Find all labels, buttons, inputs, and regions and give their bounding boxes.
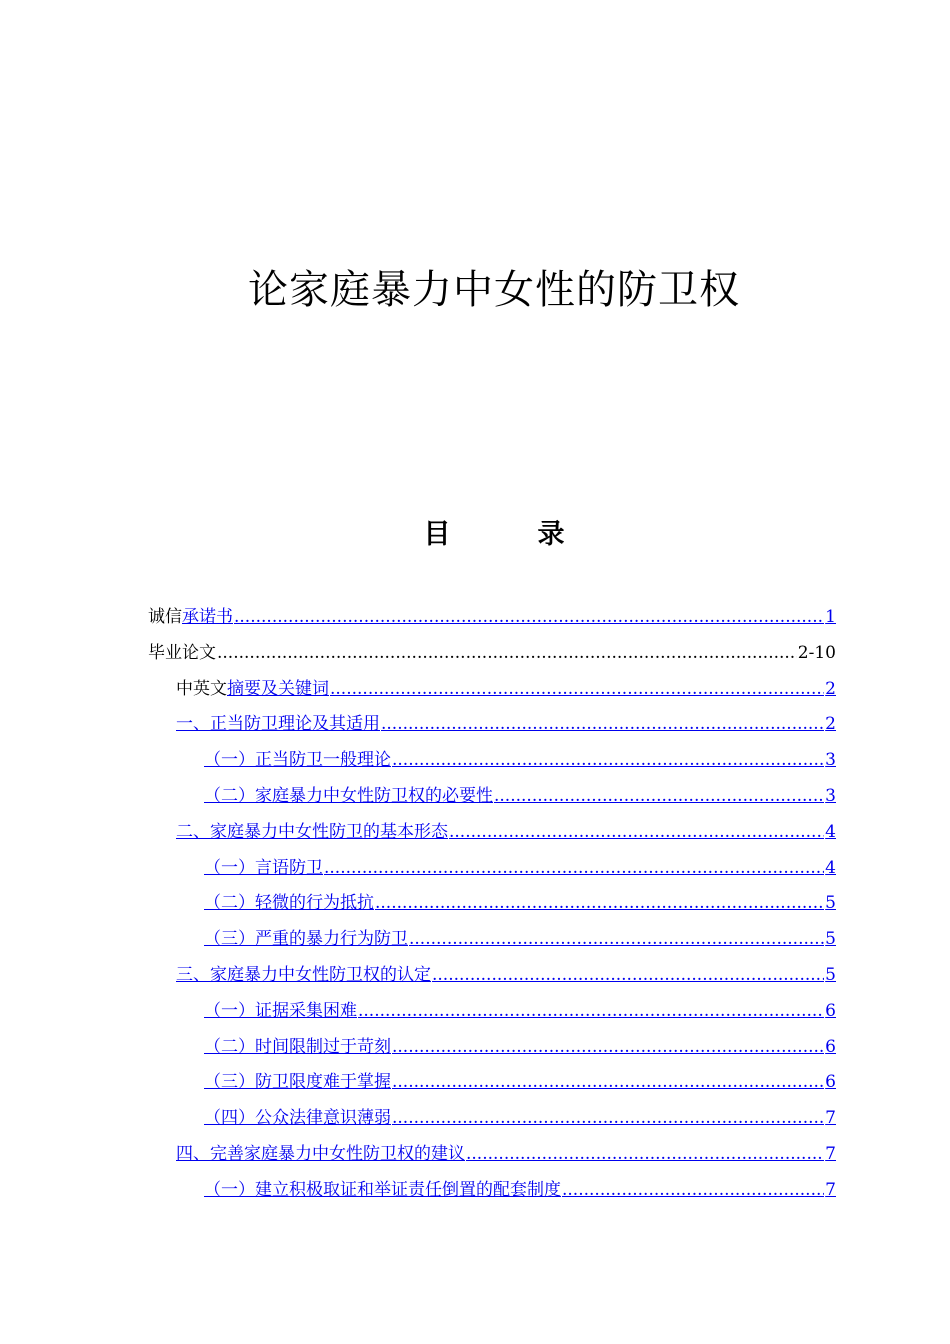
toc-page-number: 6 <box>825 1072 836 1093</box>
toc-dot-leader <box>234 600 824 636</box>
toc-entry-link[interactable] <box>176 1137 836 1173</box>
toc-dot-leader <box>562 1173 824 1209</box>
toc-page-number: 3 <box>825 785 836 806</box>
toc-dot-leader <box>217 636 797 672</box>
toc-entry[interactable] <box>148 994 836 1030</box>
document-title: 论家庭暴力中女性的防卫权 <box>248 267 740 313</box>
toc-entry-title: （一）建立积极取证和举证责任倒置的配套制度 <box>204 1179 561 1200</box>
toc-entry-link[interactable] <box>176 707 836 743</box>
toc-dot-leader <box>466 1137 824 1173</box>
toc-page-number: 5 <box>825 929 836 950</box>
toc-entry-title: （二）家庭暴力中女性防卫权的必要性 <box>204 785 493 806</box>
toc-entry-title: （四）公众法律意识薄弱 <box>204 1108 391 1129</box>
toc-entry-link[interactable] <box>204 779 836 815</box>
toc-entry[interactable] <box>148 1137 836 1173</box>
toc-page-number: 1 <box>825 607 836 627</box>
toc-page-number: 2 <box>825 678 836 699</box>
toc-entry-title: （三）防卫限度难于掌握 <box>204 1072 391 1093</box>
toc-dot-leader <box>409 922 824 958</box>
toc-entry[interactable] <box>148 958 836 994</box>
table-of-contents <box>148 600 836 1209</box>
toc-page-number: 4 <box>825 821 836 842</box>
toc-entry[interactable] <box>148 1065 836 1101</box>
toc-dot-leader <box>330 672 824 708</box>
toc-dot-leader <box>449 815 824 851</box>
toc-entry-link[interactable] <box>204 886 836 922</box>
toc-entry-link[interactable] <box>204 1065 836 1101</box>
toc-entry[interactable] <box>148 815 836 851</box>
toc-dot-leader <box>392 1101 824 1137</box>
toc-page-number: 7 <box>825 1143 836 1164</box>
toc-entry-title: 一、正当防卫理论及其适用 <box>176 714 380 735</box>
toc-entry[interactable] <box>148 1101 836 1137</box>
toc-page-number: 7 <box>825 1108 836 1129</box>
toc-entry-title: （三）严重的暴力行为防卫 <box>204 929 408 950</box>
toc-entry-prefix: 中英文 <box>176 678 227 699</box>
toc-entry-link[interactable] <box>204 1101 836 1137</box>
toc-entry-title: 摘要及关键词 <box>227 678 329 699</box>
toc-entry-link <box>216 636 836 672</box>
toc-dot-leader <box>392 1065 824 1101</box>
toc-dot-leader <box>324 851 824 887</box>
toc-entry-title: （二）时间限制过于苛刻 <box>204 1036 391 1057</box>
toc-entry[interactable] <box>148 743 836 779</box>
toc-entry-link[interactable] <box>182 600 836 636</box>
toc-dot-leader <box>392 1030 824 1066</box>
toc-entry-title: （一）正当防卫一般理论 <box>204 750 391 771</box>
toc-page-number: 4 <box>825 857 836 878</box>
toc-entry-link[interactable] <box>204 851 836 887</box>
toc-entry-prefix: 毕业论文 <box>148 642 216 663</box>
toc-entry-title: （二）轻微的行为抵抗 <box>204 893 374 914</box>
toc-dot-leader <box>432 958 824 994</box>
toc-entry-prefix: 诚信 <box>148 607 182 627</box>
toc-entry[interactable] <box>148 851 836 887</box>
toc-entry-link[interactable] <box>227 672 836 708</box>
toc-entry[interactable] <box>148 600 836 636</box>
toc-entry-title: 三、家庭暴力中女性防卫权的认定 <box>176 964 431 985</box>
toc-entry-title: （一）证据采集困难 <box>204 1000 357 1021</box>
toc-dot-leader <box>392 743 824 779</box>
toc-page-number: 6 <box>825 1036 836 1057</box>
toc-entry-title: （一）言语防卫 <box>204 857 323 878</box>
toc-entry-link[interactable] <box>176 815 836 851</box>
toc-heading: 目 录 <box>423 519 595 550</box>
toc-page-number: 6 <box>825 1000 836 1021</box>
toc-page-number: 2-10 <box>797 642 836 663</box>
toc-entry[interactable] <box>148 1030 836 1066</box>
toc-entry[interactable] <box>148 922 836 958</box>
toc-entry-link[interactable] <box>204 1030 836 1066</box>
toc-page-number: 2 <box>825 714 836 735</box>
toc-entry <box>148 636 836 672</box>
toc-entry-title: 承诺书 <box>182 607 233 627</box>
toc-page-number: 5 <box>825 893 836 914</box>
toc-dot-leader <box>381 707 824 743</box>
toc-dot-leader <box>494 779 824 815</box>
toc-entry-link[interactable] <box>176 958 836 994</box>
toc-entry-link[interactable] <box>204 1173 836 1209</box>
toc-page-number: 5 <box>825 964 836 985</box>
toc-entry[interactable] <box>148 886 836 922</box>
toc-page-number: 7 <box>825 1179 836 1200</box>
toc-entry[interactable] <box>148 672 836 708</box>
toc-entry-link[interactable] <box>204 922 836 958</box>
toc-entry-link[interactable] <box>204 994 836 1030</box>
toc-page-number: 3 <box>825 750 836 771</box>
toc-entry-title: 二、家庭暴力中女性防卫的基本形态 <box>176 821 448 842</box>
toc-entry-link[interactable] <box>204 743 836 779</box>
toc-entry-title: 四、完善家庭暴力中女性防卫权的建议 <box>176 1143 465 1164</box>
toc-entry[interactable] <box>148 779 836 815</box>
toc-dot-leader <box>375 886 824 922</box>
toc-entry[interactable] <box>148 1173 836 1209</box>
toc-dot-leader <box>358 994 824 1030</box>
toc-entry[interactable] <box>148 707 836 743</box>
